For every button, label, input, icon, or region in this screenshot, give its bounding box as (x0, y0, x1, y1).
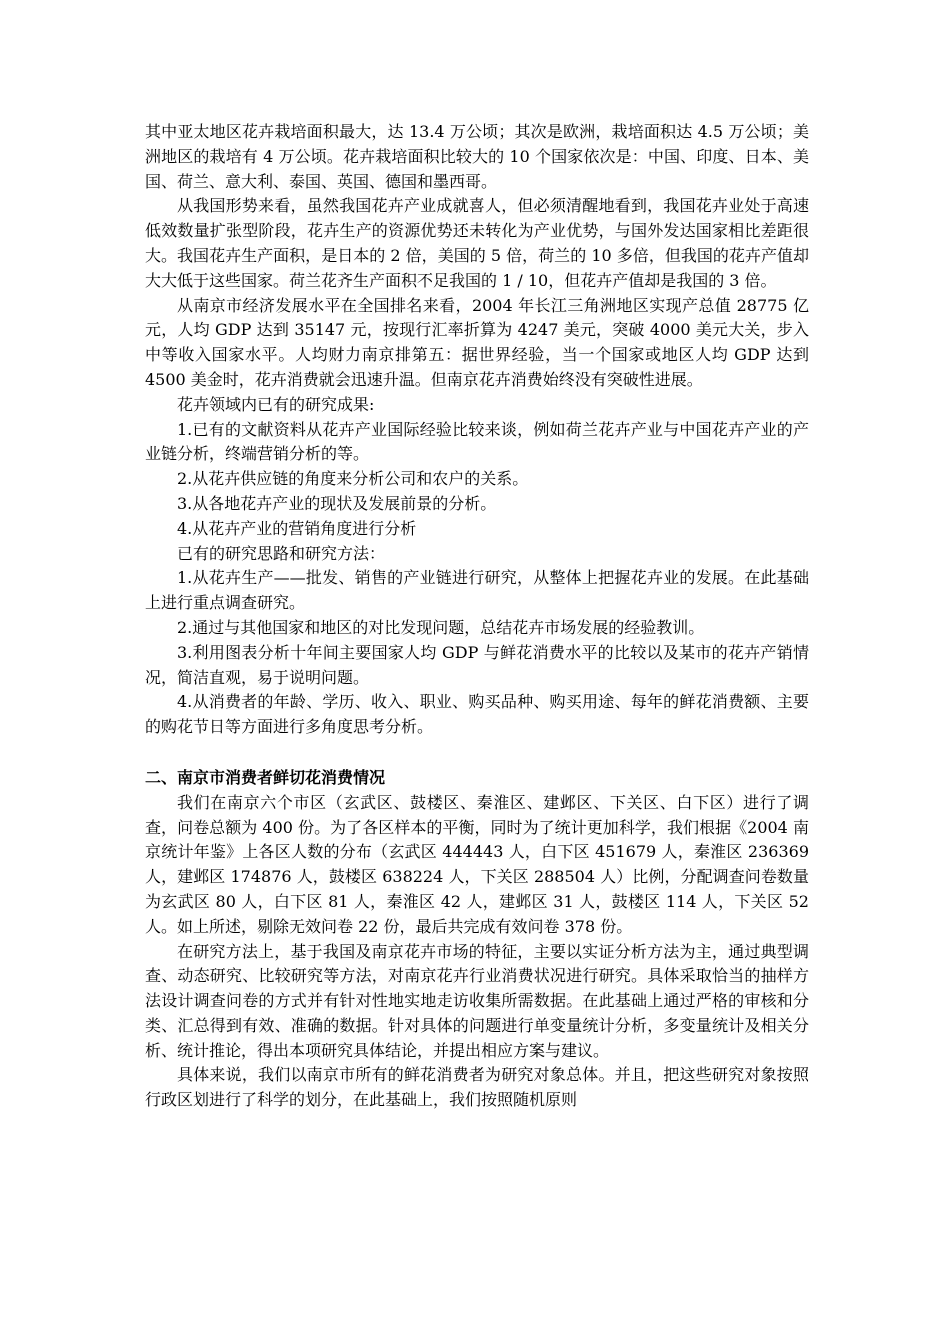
paragraph-p3: 从南京市经济发展水平在全国排名来看，2004 年长江三角洲地区实现产总值 28775 亿元，人均 GDP 达到 35147 元，按现行汇率折算为 4247 美元，突破 4000 美元大关，步入中等收入国家水平。人均财力南京排第五：据世界经验，当一个国家或地区人均 GDP 达到 4500 美金时，花卉消费就会迅速升温。但南京花卉消费始终没有突破性进展。 (145, 295, 809, 389)
document-page (145, 120, 809, 1113)
paragraph-p8: 4.从花卉产业的营销角度进行分析 (177, 518, 417, 538)
section-heading: 二、南京市消费者鲜切花消费情况 (145, 767, 386, 787)
section-survey (145, 791, 809, 1113)
paragraph-p10: 1.从花卉生产——批发、销售的产业链进行研究，从整体上把握花卉业的发展。在此基础上进行重点调查研究。 (145, 568, 809, 613)
paragraph-p12: 3.利用图表分析十年间主要国家人均 GDP 与鲜花消费水平的比较以及某市的花卉产销情况，简洁直观，易于说明问题。 (145, 642, 809, 687)
paragraph-p6: 2.从花卉供应链的角度来分析公司和农户的关系。 (177, 469, 529, 489)
paragraph-p1: 其中亚太地区花卉栽培面积最大，达 13.4 万公顷；其次是欧洲，栽培面积达 4.5 万公顷；美洲地区的栽培有 4 万公顷。花卉栽培面积比较大的 10 个国家依次是：中国、印度、日本、美国、荷兰、意大利、泰国、英国、德国和墨西哥。 (145, 122, 809, 191)
section-gap (145, 740, 809, 766)
paragraph-p11: 2.通过与其他国家和地区的对比发现问题，总结花卉市场发展的经验教训。 (177, 617, 705, 637)
paragraph-p13: 4.从消费者的年龄、学历、收入、职业、购买品种、购买用途、每年的鲜花消费额、主要的购花节日等方面进行多角度思考分析。 (145, 692, 809, 737)
paragraph-p7: 3.从各地花卉产业的现状及发展前景的分析。 (177, 493, 497, 513)
paragraph-p4: 花卉领域内已有的研究成果: (177, 394, 375, 414)
paragraph-p5: 1.已有的文献资料从花卉产业国际经验比较来谈，例如荷兰花卉产业与中国花卉产业的产业链分析，终端营销分析的等。 (145, 419, 809, 464)
section-intro (145, 120, 809, 740)
paragraph-p2: 从我国形势来看，虽然我国花卉产业成就喜人，但必须清醒地看到，我国花卉业处于高速低效数量扩张型阶段，花卉生产的资源优势还未转化为产业优势，与国外发达国家相比差距很大。我国花卉生产面积，是日本的 2 倍，美国的 5 倍，荷兰的 10 多倍，但我国的花卉产值却大大低于这些国家。荷兰花齐生产面积不足我国的 1 / 10，但花卉产值却是我国的 3 倍。 (145, 196, 809, 290)
paragraph-p9: 已有的研究思路和研究方法： (177, 543, 386, 563)
paragraph-p15: 在研究方法上，基于我国及南京花卉市场的特征，主要以实证分析方法为主，通过典型调查、动态研究、比较研究等方法，对南京花卉行业消费状况进行研究。具体采取恰当的抽样方法设计调查问卷的方式并有针对性地实地走访收集所需数据。在此基础上通过严格的审核和分类、汇总得到有效、准确的数据。针对具体的问题进行单变量统计分析，多变量统计及相关分析、统计推论，得出本项研究具体结论，并提出相应方案与建议。 (145, 941, 809, 1060)
paragraph-p16: 具体来说，我们以南京市所有的鲜花消费者为研究对象总体。并且，把这些研究对象按照行政区划进行了科学的划分，在此基础上，我们按照随机原则 (145, 1065, 809, 1110)
paragraph-p14: 我们在南京六个市区（玄武区、鼓楼区、秦淮区、建邺区、下关区、白下区）进行了调查，问卷总额为 400 份。为了各区样本的平衡，同时为了统计更加科学，我们根据《2004 南京统计年鉴》上各区人数的分布（玄武区 444443 人，白下区 451679 人，秦淮区 236369 人，建邺区 174876 人，鼓楼区 638224 人，下关区 288504 人）比例，分配调查问卷数量为玄武区 80 人，白下区 81 人，秦淮区 42 人，建邺区 31 人，鼓楼区 114 人，下关区 52 人。如上所述，剔除无效问卷 22 份，最后共完成有效问卷 378 份。 (145, 792, 809, 936)
